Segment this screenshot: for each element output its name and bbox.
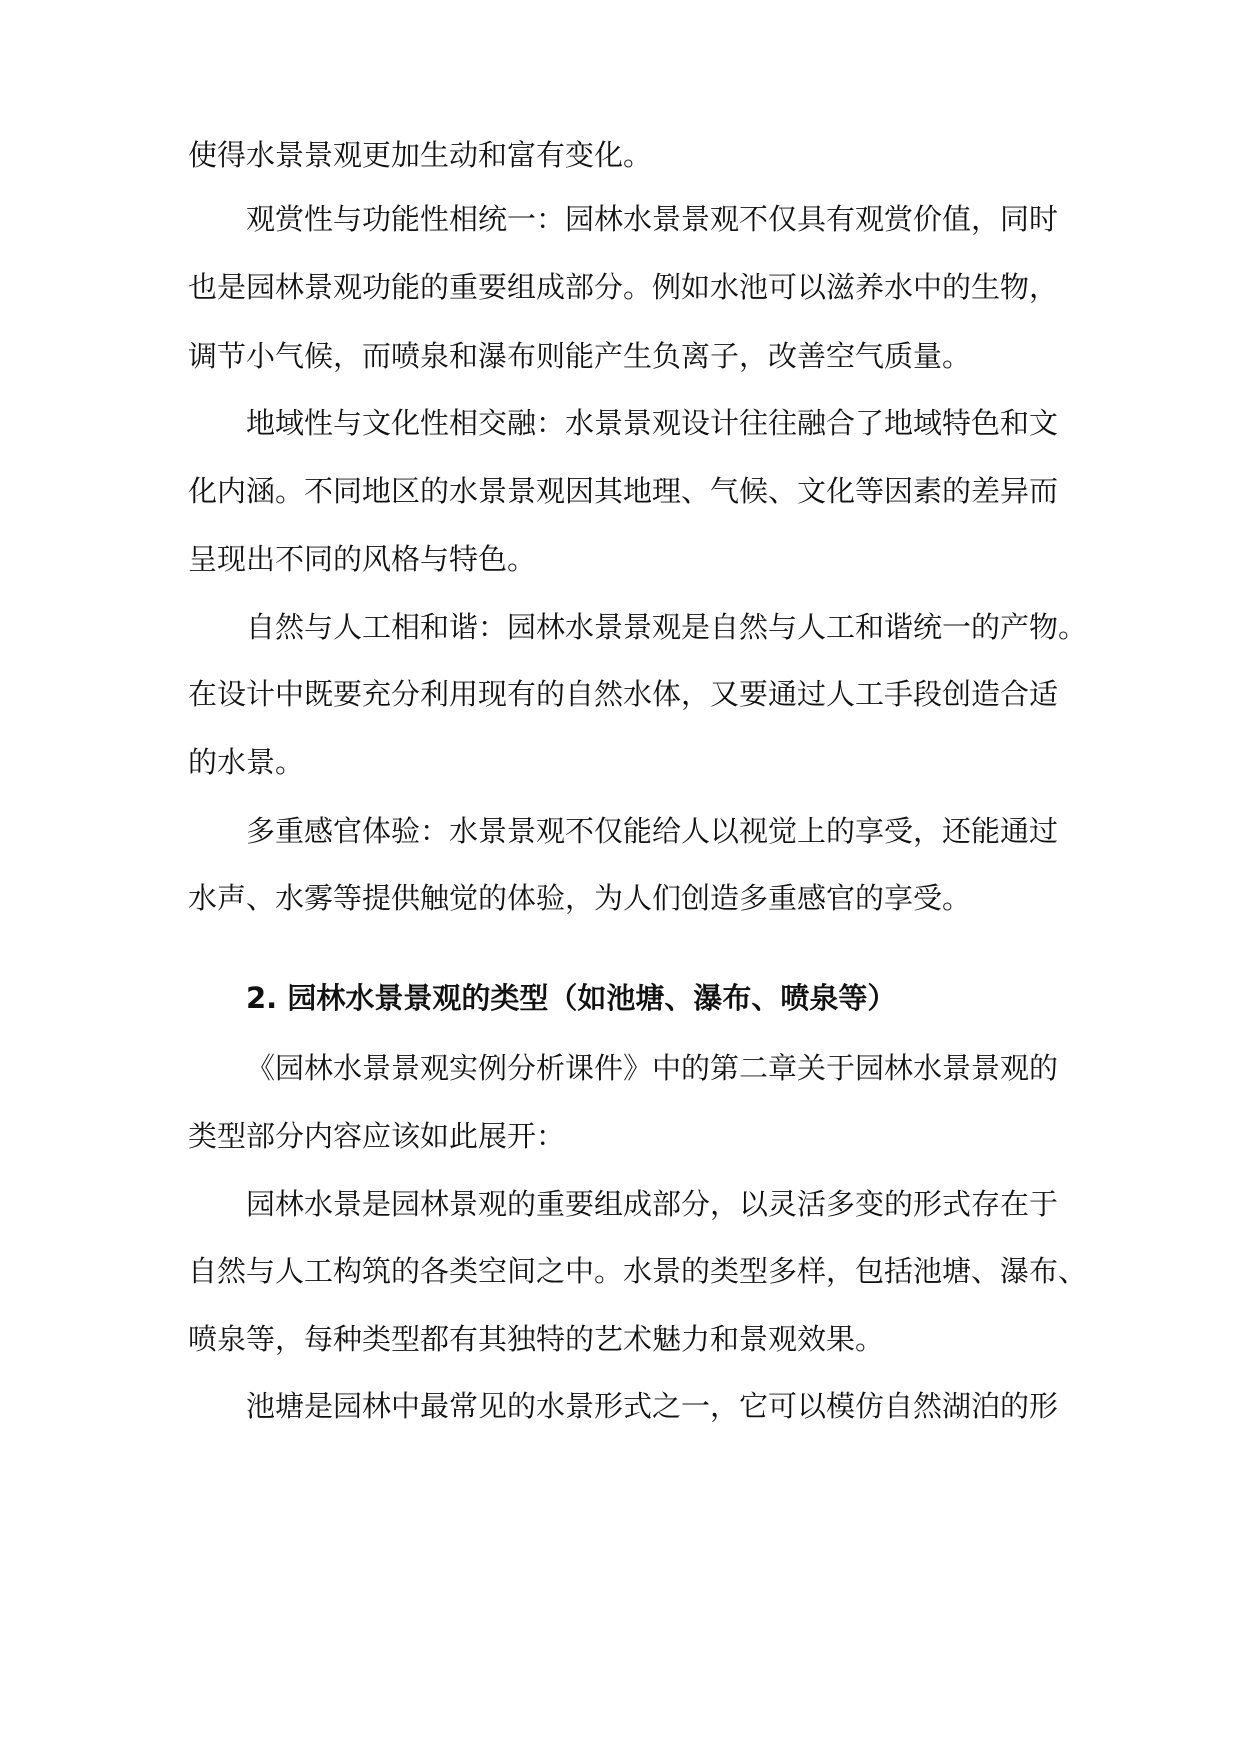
paragraph-line: 多重感官体验：水景景观不仅能给人以视觉上的享受，还能通过 bbox=[246, 814, 1059, 848]
paragraph-line: 园林水景是园林景观的重要组成部分，以灵活多变的形式存在于 bbox=[246, 1187, 1059, 1221]
paragraph-line: 《园林水景景观实例分析课件》中的第二章关于园林水景景观的 bbox=[246, 1051, 1059, 1085]
section-title: 园林水景景观的类型（如池塘、瀑布、喷泉等） bbox=[287, 981, 897, 1015]
paragraph-line: 化内涵。不同地区的水景景观因其地理、气候、文化等因素的差异而 bbox=[188, 474, 1059, 508]
section-number: 2. bbox=[246, 981, 278, 1015]
paragraph-line: 水声、水雾等提供触觉的体验，为人们创造多重感官的享受。 bbox=[188, 881, 972, 915]
paragraph-line: 也是园林景观功能的重要组成部分。例如水池可以滋养水中的生物， bbox=[188, 270, 1059, 304]
paragraph-line: 在设计中既要充分利用现有的自然水体，又要通过人工手段创造合适 bbox=[188, 677, 1059, 711]
section-heading bbox=[246, 978, 896, 1018]
paragraph-line: 类型部分内容应该如此展开： bbox=[188, 1119, 566, 1153]
paragraph-line: 池塘是园林中最常见的水景形式之一，它可以模仿自然湖泊的形 bbox=[246, 1389, 1059, 1423]
paragraph-line: 自然与人工相和谐：园林水景景观是自然与人工和谐统一的产物。 bbox=[246, 610, 1088, 644]
paragraph-line: 调节小气候，而喷泉和瀑布则能产生负离子，改善空气质量。 bbox=[188, 339, 972, 373]
paragraph-line: 的水景。 bbox=[188, 745, 305, 779]
paragraph-line: 观赏性与功能性相统一：园林水景景观不仅具有观赏价值，同时 bbox=[246, 202, 1059, 236]
paragraph-line: 自然与人工构筑的各类空间之中。水景的类型多样，包括池塘、瀑布、 bbox=[188, 1254, 1088, 1288]
paragraph-line: 喷泉等，每种类型都有其独特的艺术魅力和景观效果。 bbox=[188, 1322, 885, 1356]
paragraph-line: 使得水景景观更加生动和富有变化。 bbox=[188, 138, 653, 172]
paragraph-line: 地域性与文化性相交融：水景景观设计往往融合了地域特色和文 bbox=[246, 406, 1059, 440]
paragraph-line: 呈现出不同的风格与特色。 bbox=[188, 542, 537, 576]
